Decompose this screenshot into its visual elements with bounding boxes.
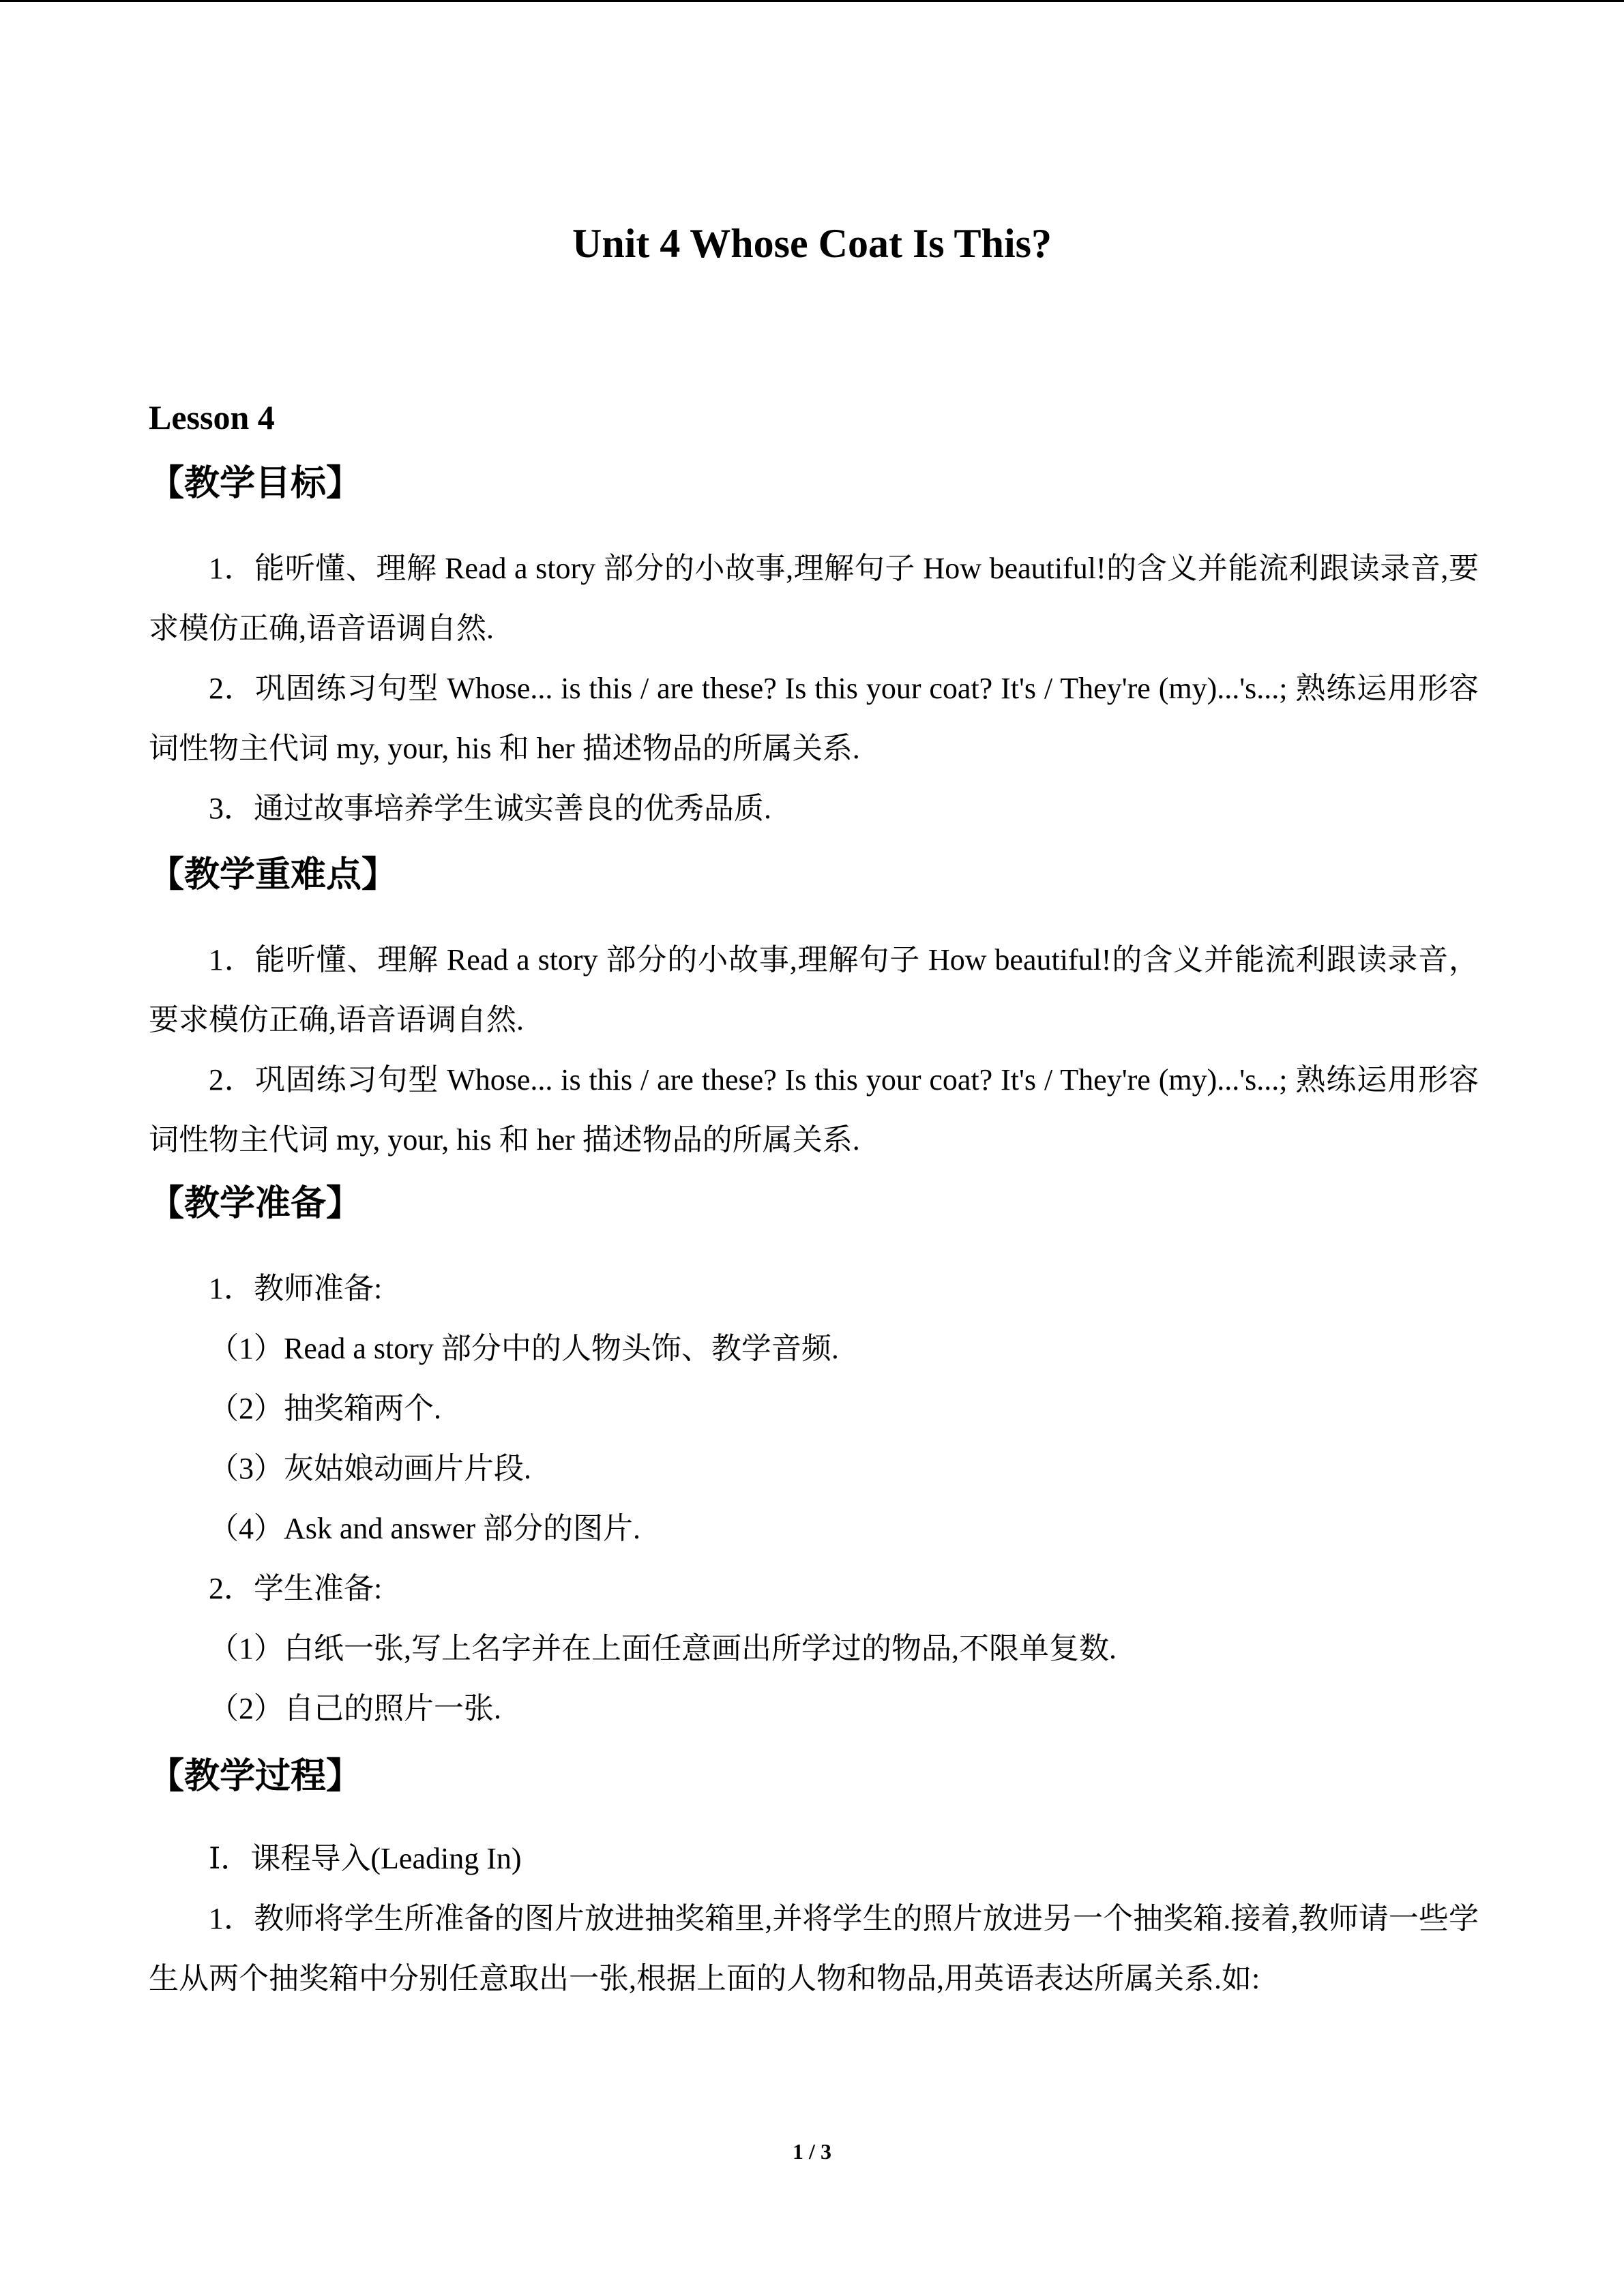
teacher-preparation-label: 1．教师准备: bbox=[209, 1272, 383, 1305]
process-stage-1: Ⅰ．课程导入(Leading In) bbox=[209, 1842, 522, 1875]
teacher-preparation-item-2: （2）抽奖箱两个. bbox=[209, 1392, 441, 1425]
student-preparation-item-1: （1）白纸一张,写上名字并在上面任意画出所学过的物品,不限单复数. bbox=[209, 1632, 1117, 1665]
teacher-preparation-item-4: （4）Ask and answer 部分的图片. bbox=[209, 1512, 641, 1545]
objective-item-3: 3．通过故事培养学生诚实善良的优秀品质. bbox=[209, 792, 771, 825]
process-step-1: 1．教师将学生所准备的图片放进抽奖箱里,并将学生的照片放进另一个抽奖箱.接着,教师请一些学生从两个抽奖箱中分别任意取出一张,根据上面的人物和物品,用英语表达所属关系.如: bbox=[149, 1902, 1479, 1995]
section-heading-objectives: 【教学目标】 bbox=[149, 463, 362, 504]
student-preparation-item-2: （2）自己的照片一张. bbox=[209, 1692, 501, 1725]
teacher-preparation-item-1: （1）Read a story 部分中的人物头饰、教学音频. bbox=[209, 1332, 839, 1365]
teacher-preparation-item-3: （3）灰姑娘动画片片段. bbox=[209, 1452, 531, 1485]
objective-item-1: 1．能听懂、理解 Read a story 部分的小故事,理解句子 How beautiful!的含义并能流利跟读录音,要求模仿正确,语音语调自然. bbox=[149, 552, 1479, 645]
student-preparation-label: 2．学生准备: bbox=[209, 1572, 383, 1605]
section-heading-process: 【教学过程】 bbox=[149, 1756, 362, 1797]
document-title: Unit 4 Whose Coat Is This? bbox=[572, 221, 1052, 266]
lesson-label: Lesson 4 bbox=[149, 398, 275, 436]
key-point-item-2: 2．巩固练习句型 Whose... is this / are these? Is this your coat? It's / They're (my)...'s...; 熟练运用形容词性物主代词 my, your, his 和 her 描述物品的所属关系. bbox=[149, 1063, 1479, 1157]
page-number: 1 / 3 bbox=[793, 2139, 831, 2164]
section-heading-preparation: 【教学准备】 bbox=[149, 1183, 362, 1224]
objective-item-2: 2．巩固练习句型 Whose... is this / are these? Is this your coat? It's / They're (my)...'s...; 熟练运用形容词性物主代词 my, your, his 和 her 描述物品的所属关系. bbox=[149, 672, 1479, 765]
section-heading-key-points: 【教学重难点】 bbox=[149, 854, 398, 895]
key-point-item-1: 1．能听懂、理解 Read a story 部分的小故事,理解句子 How beautiful!的含义并能流利跟读录音，要求模仿正确,语音语调自然. bbox=[149, 943, 1479, 1037]
